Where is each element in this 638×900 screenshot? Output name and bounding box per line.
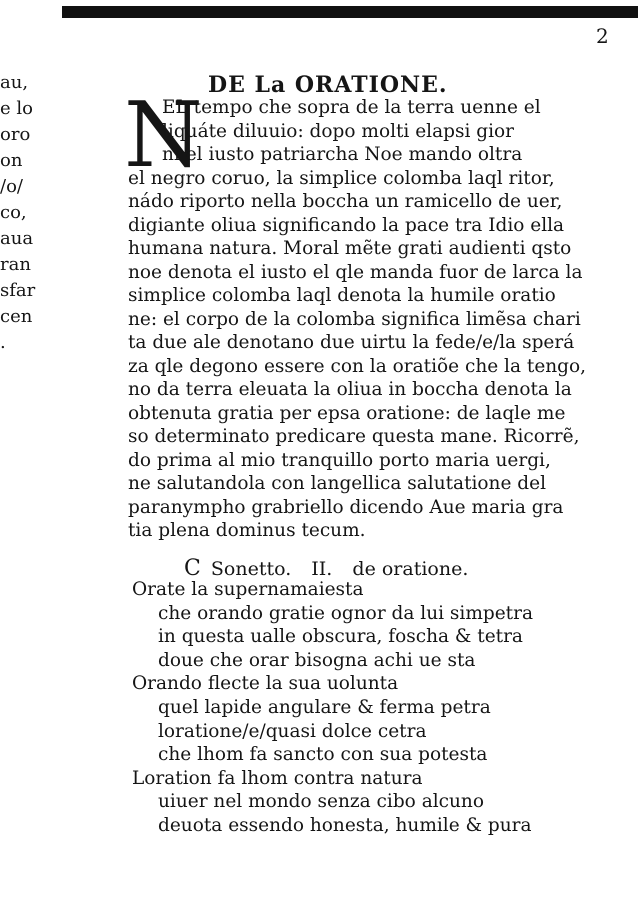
body-line: nádo riporto nella boccha un ramicello de uer, <box>128 191 563 212</box>
body-line: ne: el corpo de la colomba significa limẽsa chari <box>128 308 581 330</box>
sonnet-line: deuota essendo honesta, humile & pura <box>158 815 532 836</box>
body-line: digiante oliua significando la pace tra Idio ella <box>128 214 565 236</box>
sonnet-line: Orando flecte la sua uolunta <box>132 673 399 695</box>
body-line: el negro coruo, la simplice colomba laql ritor, <box>128 167 555 189</box>
drop-capital: N <box>124 83 203 188</box>
sonnet-line: Loration fa lhom contra natura <box>132 767 423 789</box>
sonnet-line: doue che orar bisogna achi ue sta <box>158 649 476 671</box>
sonnet-line: quel lapide angulare & ferma petra <box>158 697 491 718</box>
previous-page-margin <box>0 70 36 356</box>
body-line: tia plena dominus tecum. <box>128 520 366 541</box>
body-line: so determinato predicare questa mane. Ricorrẽ, <box>128 426 580 447</box>
body-line: noe denota el iusto el qle manda fuor de larca la <box>128 261 583 283</box>
sonnet-subject: de oratione. <box>352 558 469 580</box>
previous-page-fragment: au, <box>0 72 29 93</box>
body-line: ne salutandola con langellica salutatione del <box>128 473 547 494</box>
top-border-bar <box>62 6 638 18</box>
body-line: do prima al mio tranquillo porto maria uergi, <box>128 449 551 471</box>
body-line: ta due ale denotano due uirtu la fede/e/la sperá <box>128 332 575 353</box>
sonnet-heading <box>184 556 468 581</box>
body-line: paranympho grabriello dicendo Aue maria gra <box>128 496 564 518</box>
previous-page-fragment: /o/ <box>0 176 23 197</box>
previous-page-fragment: cen <box>0 306 33 327</box>
body-line: ni el iusto patriarcha Noe mando oltra <box>162 144 523 165</box>
paragraph-mark: C <box>184 556 201 581</box>
body-line: liquáte diluuio: dopo molti elapsi gior <box>162 120 514 142</box>
body-line: humana natura. Moral mẽte grati audienti qsto <box>128 238 572 259</box>
body-line: za qle degono essere con la oratiõe che la tengo, <box>128 355 587 377</box>
sonnet-line: in questa ualle obscura, foscha & tetra <box>158 626 523 648</box>
sonnet-line: che orando gratie ognor da lui simpetra <box>158 602 533 624</box>
sonnet-number: II. <box>311 558 333 580</box>
previous-page-fragment: on <box>0 150 23 171</box>
sonnet-line: Orate la supernamaiesta <box>132 579 364 600</box>
page-heading: DE La ORATIONE. <box>208 72 448 98</box>
folio-mark: 2 <box>596 24 609 48</box>
previous-page-fragment: ran <box>0 254 31 275</box>
previous-page-fragment: e lo <box>0 98 33 119</box>
previous-page-fragment: aua <box>0 228 34 249</box>
sonnet-line: uiuer nel mondo senza cibo alcuno <box>158 791 484 813</box>
previous-page-fragment: co, <box>0 202 27 223</box>
body-line: obtenuta gratia per epsa oratione: de laqle me <box>128 402 566 424</box>
body-line: no da terra eleuata la oliua in boccha denota la <box>128 379 572 400</box>
previous-page-fragment: oro <box>0 124 31 145</box>
sonnet-title: Sonetto. <box>210 558 292 580</box>
body-line: EL tempo che sopra de la terra uenne el <box>162 97 541 118</box>
sonnet-line: loratione/e/quasi dolce cetra <box>158 720 427 742</box>
body-line: simplice colomba laql denota la humile oratio <box>128 285 556 306</box>
sonnet-line: che lhom fa sancto con sua potesta <box>158 744 488 766</box>
previous-page-fragment: sfar <box>0 280 36 301</box>
previous-page-fragment: . <box>0 332 6 353</box>
